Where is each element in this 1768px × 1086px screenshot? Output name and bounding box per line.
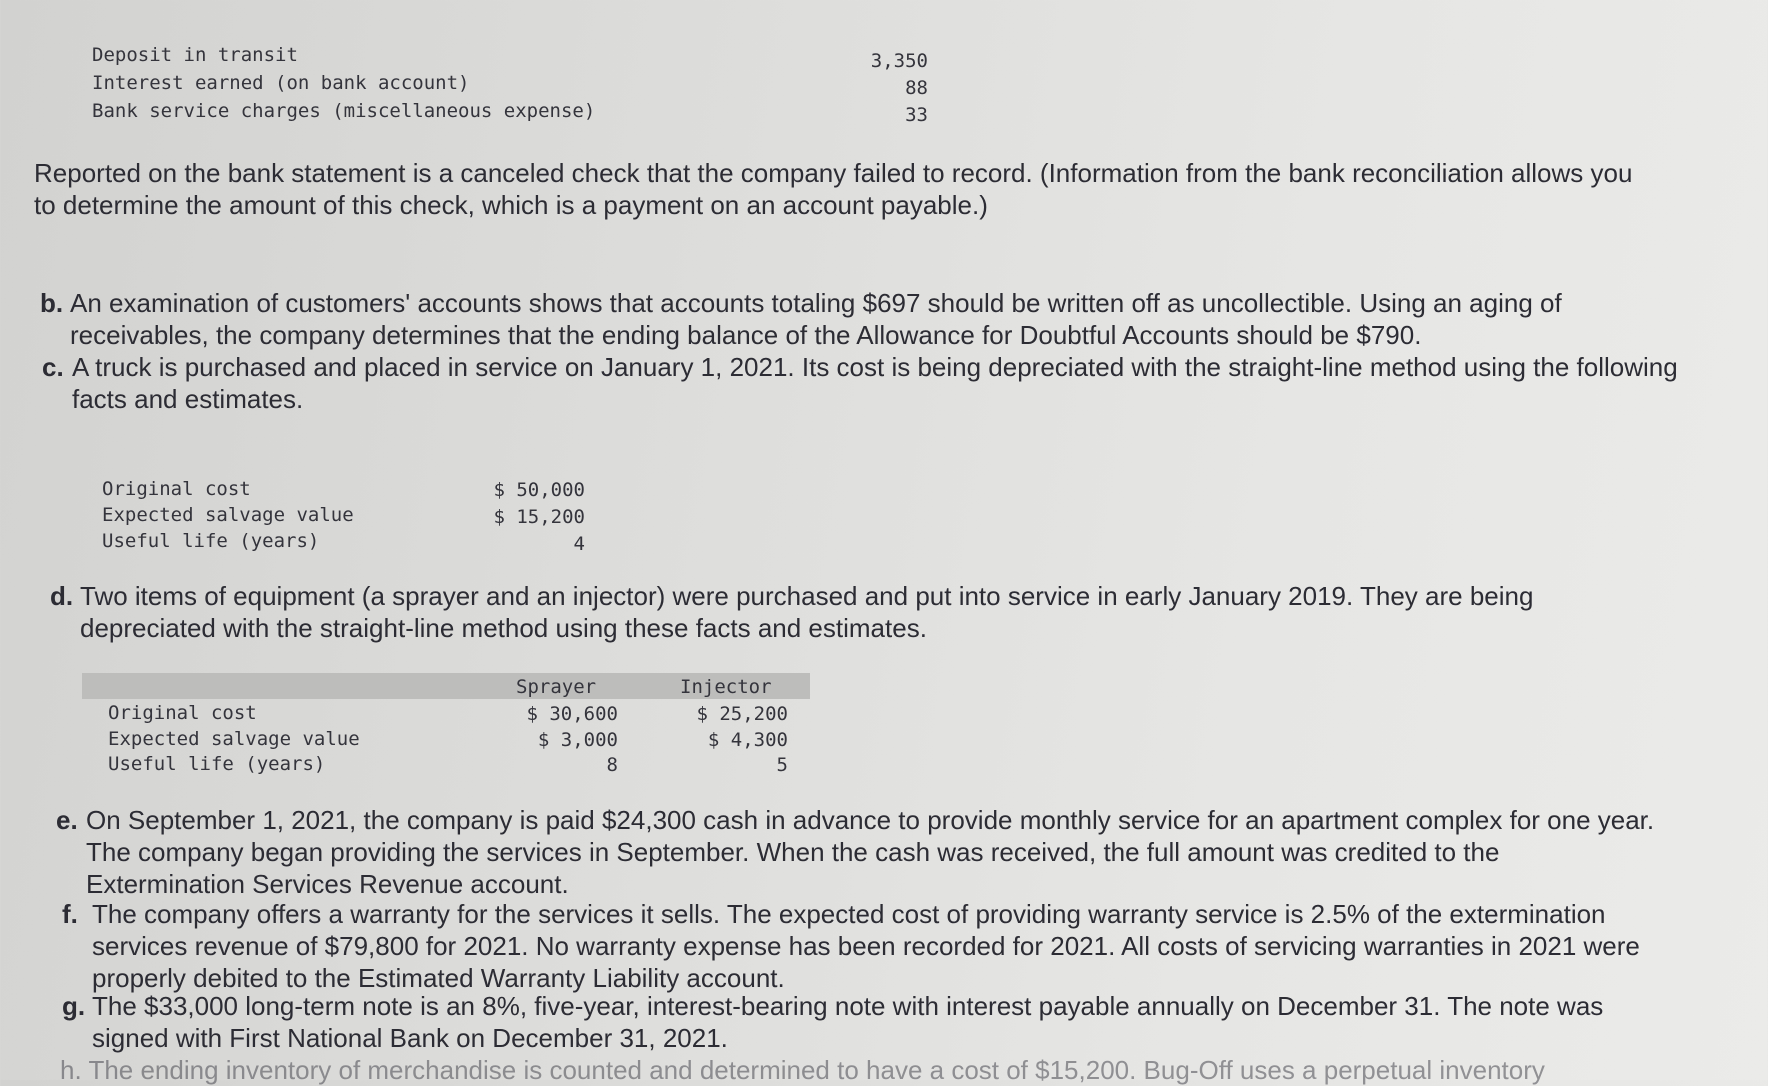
equipment-header-sprayer: Sprayer — [516, 676, 597, 698]
bank-item-interest-value: 88 — [905, 77, 928, 99]
equipment-useful-life-injector: 5 — [776, 754, 788, 776]
item-f-letter: f. — [62, 899, 78, 929]
equipment-useful-life-sprayer: 8 — [606, 754, 618, 776]
item-b-text: An examination of customers' accounts shows that accounts totaling $697 should be written off as uncollectible. Using an aging of receivables, the company determines that the ending balance of the Allowance for Doubtful Accounts should be $790. — [70, 288, 1562, 350]
item-d — [50, 580, 1650, 644]
equipment-original-cost-injector: $ 25,200 — [696, 703, 788, 725]
item-c-text: A truck is purchased and placed in service on January 1, 2021. Its cost is being depreciated with the straight-line method using the following facts and estimates. — [72, 352, 1678, 414]
bank-item-interest-label: Interest earned (on bank account) — [92, 72, 470, 94]
item-f — [62, 898, 1672, 994]
equipment-original-cost-label: Original cost — [108, 702, 257, 724]
truck-salvage-label: Expected salvage value — [102, 504, 354, 526]
equipment-salvage-sprayer: $ 3,000 — [537, 729, 618, 751]
equipment-original-cost-sprayer: $ 30,600 — [526, 703, 618, 725]
bank-item-deposit-label: Deposit in transit — [92, 44, 298, 66]
truck-original-cost-label: Original cost — [102, 478, 251, 500]
item-d-text: Two items of equipment (a sprayer and an injector) were purchased and put into service in early January 2019. They are being depreciated with the straight-line method using these facts and estimates. — [80, 581, 1534, 643]
bank-item-service-charge-label: Bank service charges (miscellaneous expense) — [92, 100, 596, 122]
item-e-letter: e. — [56, 805, 78, 835]
bank-item-service-charge-value: 33 — [905, 104, 928, 126]
truck-useful-life-label: Useful life (years) — [102, 530, 320, 552]
item-b-letter: b. — [40, 288, 64, 318]
truck-salvage-value: $ 15,200 — [493, 506, 585, 528]
item-c-letter: c. — [42, 352, 64, 382]
item-e-text: On September 1, 2021, the company is paid $24,300 cash in advance to provide monthly service for an apartment complex for one year. The company began providing the services in September. When the cash was received, the full amount was credited to the Extermination Services Revenue account. — [86, 805, 1655, 899]
item-g — [62, 990, 1672, 1054]
equipment-header-injector: Injector — [680, 676, 772, 698]
item-f-text: The company offers a warranty for the services it sells. The expected cost of providing warranty service is 2.5% of the extermination services revenue of $79,800 for 2021. No warranty expense has been recorded for 2021. All costs of servicing warranties in 2021 were properly debited to the Estimated Warranty Liability account. — [92, 899, 1640, 993]
item-c — [42, 351, 1682, 415]
item-d-letter: d. — [50, 581, 74, 611]
item-h-partial: h. The ending inventory of merchandise is counted and determined to have a cost of $15,200. Bug-Off uses a perpetual inventory — [60, 1055, 1545, 1085]
item-g-letter: g. — [62, 991, 86, 1021]
item-e — [56, 804, 1656, 900]
equipment-useful-life-label: Useful life (years) — [108, 753, 326, 775]
equipment-salvage-injector: $ 4,300 — [707, 729, 788, 751]
item-b — [40, 287, 1680, 351]
note-a-paragraph: Reported on the bank statement is a canceled check that the company failed to record. (Information from the bank reconciliation allows you to determine the amount of this check, which is a payment on an account payable.) — [34, 158, 1633, 220]
bank-item-deposit-value: 3,350 — [870, 50, 928, 72]
equipment-salvage-label: Expected salvage value — [108, 728, 360, 750]
truck-original-cost-value: $ 50,000 — [493, 479, 585, 501]
item-g-text: The $33,000 long-term note is an 8%, five-year, interest-bearing note with interest payable annually on December 31. The note was signed with First National Bank on December 31, 2021. — [92, 991, 1604, 1053]
truck-useful-life-value: 4 — [573, 533, 585, 555]
